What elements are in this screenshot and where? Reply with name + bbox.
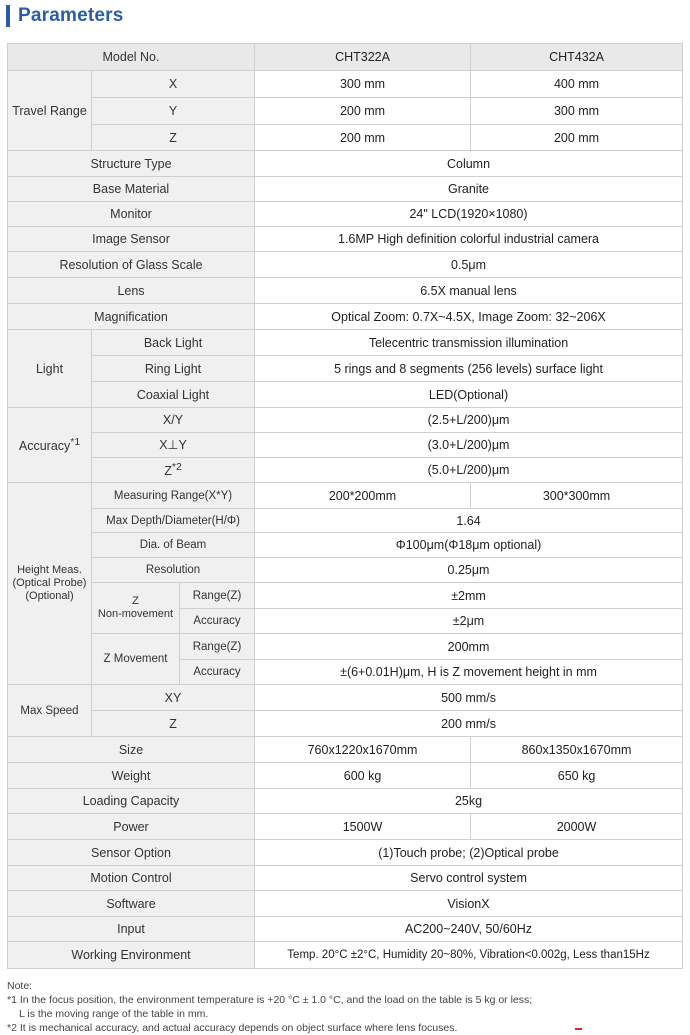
monitor-value: 24" LCD(1920×1080) [255,202,683,227]
table-row [8,483,683,509]
power-v2: 2000W [471,814,683,840]
lens-label: Lens [8,278,255,304]
travel-y-v2: 300 mm [471,98,683,125]
table-row [8,711,683,737]
accuracy-footnote-mark: *1 [70,437,81,449]
table-row [8,942,683,969]
power-v1: 1500W [255,814,471,840]
environment-label: Working Environment [8,942,255,969]
title-accent-bar [6,5,10,27]
accuracy-xy-label: X/Y [92,408,255,433]
light-label: Light [8,330,92,408]
travel-x-v2: 400 mm [471,71,683,98]
height-meas-label [8,483,92,685]
speed-z-value: 200 mm/s [255,711,683,737]
coaxial-light-value: LED(Optional) [255,382,683,408]
base-label: Base Material [8,177,255,202]
z-nonmove-acc-label: Accuracy [180,609,255,634]
weight-v1: 600 kg [255,763,471,789]
ring-light-label: Ring Light [92,356,255,382]
table-row [8,278,683,304]
note-2: *2 It is mechanical accuracy, and actual accuracy depends on object surface where lens focuses. [7,1022,458,1034]
resolution-label: Resolution [92,558,255,583]
back-light-value: Telecentric transmission illumination [255,330,683,356]
max-depth-label: Max Depth/Diameter(H/Φ) [92,509,255,533]
input-value: AC200~240V, 50/60Hz [255,917,683,942]
table-row [8,304,683,330]
z-nonmove-line2: Non-movement [97,608,174,620]
table-row [8,789,683,814]
table-row [8,151,683,177]
weight-v2: 650 kg [471,763,683,789]
accuracy-xperp-label: X⊥Y [92,433,255,458]
table-row [8,763,683,789]
accuracy-z-label [92,458,255,483]
base-value: Granite [255,177,683,202]
model-col2: CHT432A [471,44,683,71]
table-row [8,737,683,763]
table-row [8,202,683,227]
z-nonmove-acc-value: ±2μm [255,609,683,634]
notes-section [7,979,683,1035]
table-row [8,509,683,533]
table-row [8,458,683,483]
software-value: VisionX [255,891,683,917]
table-row [8,252,683,278]
accuracy-xy-value: (2.5+L/200)μm [255,408,683,433]
magnification-value: Optical Zoom: 0.7X~4.5X, Image Zoom: 32~206X [255,304,683,330]
z-nonmove-range-label: Range(Z) [180,583,255,609]
table-row [8,125,683,151]
size-v1: 760x1220x1670mm [255,737,471,763]
meas-range-v2: 300*300mm [471,483,683,509]
z-move-acc-label: Accuracy [180,660,255,685]
beam-value: Φ100μm(Φ18μm optional) [255,533,683,558]
resolution-value: 0.25μm [255,558,683,583]
table-row [8,356,683,382]
accuracy-label [8,408,92,483]
model-col1: CHT322A [255,44,471,71]
table-row [8,177,683,202]
table-row [8,840,683,866]
loading-value: 25kg [255,789,683,814]
image-sensor-label: Image Sensor [8,227,255,252]
speed-z-label: Z [92,711,255,737]
z-nonmove-range-value: ±2mm [255,583,683,609]
monitor-label: Monitor [8,202,255,227]
sensor-option-value: (1)Touch probe; (2)Optical probe [255,840,683,866]
loading-label: Loading Capacity [8,789,255,814]
section-header [6,5,124,27]
table-row [8,685,683,711]
glass-scale-value: 0.5μm [255,252,683,278]
software-label: Software [8,891,255,917]
image-sensor-value: 1.6MP High definition colorful industrial camera [255,227,683,252]
table-row [8,533,683,558]
accuracy-z-value: (5.0+L/200)μm [255,458,683,483]
table-header-row [8,44,683,71]
max-speed-label: Max Speed [8,685,92,737]
ring-light-value: 5 rings and 8 segments (256 levels) surface light [255,356,683,382]
notes-heading: Note: [7,980,33,992]
meas-range-label: Measuring Range(X*Y) [92,483,255,509]
table-row [8,866,683,891]
motion-control-value: Servo control system [255,866,683,891]
sensor-option-label: Sensor Option [8,840,255,866]
lens-value: 6.5X manual lens [255,278,683,304]
table-row [8,558,683,583]
speed-xy-value: 500 mm/s [255,685,683,711]
accuracy-xperp-value: (3.0+L/200)μm [255,433,683,458]
speed-xy-label: XY [92,685,255,711]
environment-value: Temp. 20°C ±2°C, Humidity 20~80%, Vibration<0.002g, Less than15Hz [255,942,683,969]
back-light-label: Back Light [92,330,255,356]
travel-range-label: Travel Range [8,71,92,151]
table-row [8,433,683,458]
note-1: *1 In the focus position, the environment temperature is +20 °C ± 1.0 °C, and the load on the table is 5 kg or less; [7,994,533,1006]
z-move-range-value: 200mm [255,634,683,660]
glass-scale-label: Resolution of Glass Scale [8,252,255,278]
model-no-label: Model No. [8,44,255,71]
travel-z-label: Z [92,125,255,151]
size-v2: 860x1350x1670mm [471,737,683,763]
input-label: Input [8,917,255,942]
note-1-continued: L is the moving range of the table in mm. [19,1008,209,1020]
travel-y-v1: 200 mm [255,98,471,125]
accuracy-z-footnote-mark: *2 [171,462,182,474]
table-row [8,814,683,840]
z-move-acc-value: ±(6+0.01H)μm, H is Z movement height in mm [255,660,683,685]
height-meas-line3: (Optional) [25,590,74,602]
table-row [8,408,683,433]
travel-z-v1: 200 mm [255,125,471,151]
size-label: Size [8,737,255,763]
z-move-range-label: Range(Z) [180,634,255,660]
magnification-label: Magnification [8,304,255,330]
meas-range-v1: 200*200mm [255,483,471,509]
motion-control-label: Motion Control [8,866,255,891]
z-move-label: Z Movement [92,634,180,685]
table-row [8,98,683,125]
parameters-table [7,43,683,969]
max-depth-value: 1.64 [255,509,683,533]
red-mark-decoration [575,1028,582,1030]
z-nonmove-line1: Z [132,595,139,607]
table-row [8,891,683,917]
height-meas-line2: (Optical Probe) [12,577,87,589]
table-row [8,330,683,356]
table-row [8,583,683,609]
coaxial-light-label: Coaxial Light [92,382,255,408]
z-nonmove-label [92,583,180,634]
table-row [8,382,683,408]
travel-z-v2: 200 mm [471,125,683,151]
table-row [8,634,683,660]
table-row [8,71,683,98]
table-row [8,917,683,942]
travel-x-v1: 300 mm [255,71,471,98]
beam-label: Dia. of Beam [92,533,255,558]
table-row [8,227,683,252]
weight-label: Weight [8,763,255,789]
travel-y-label: Y [92,98,255,125]
structure-label: Structure Type [8,151,255,177]
accuracy-z-text: Z [164,464,172,479]
structure-value: Column [255,151,683,177]
travel-x-label: X [92,71,255,98]
power-label: Power [8,814,255,840]
page-title: Parameters [18,5,124,26]
height-meas-line1: Height Meas. [17,564,82,576]
accuracy-label-text: Accuracy [18,439,71,454]
